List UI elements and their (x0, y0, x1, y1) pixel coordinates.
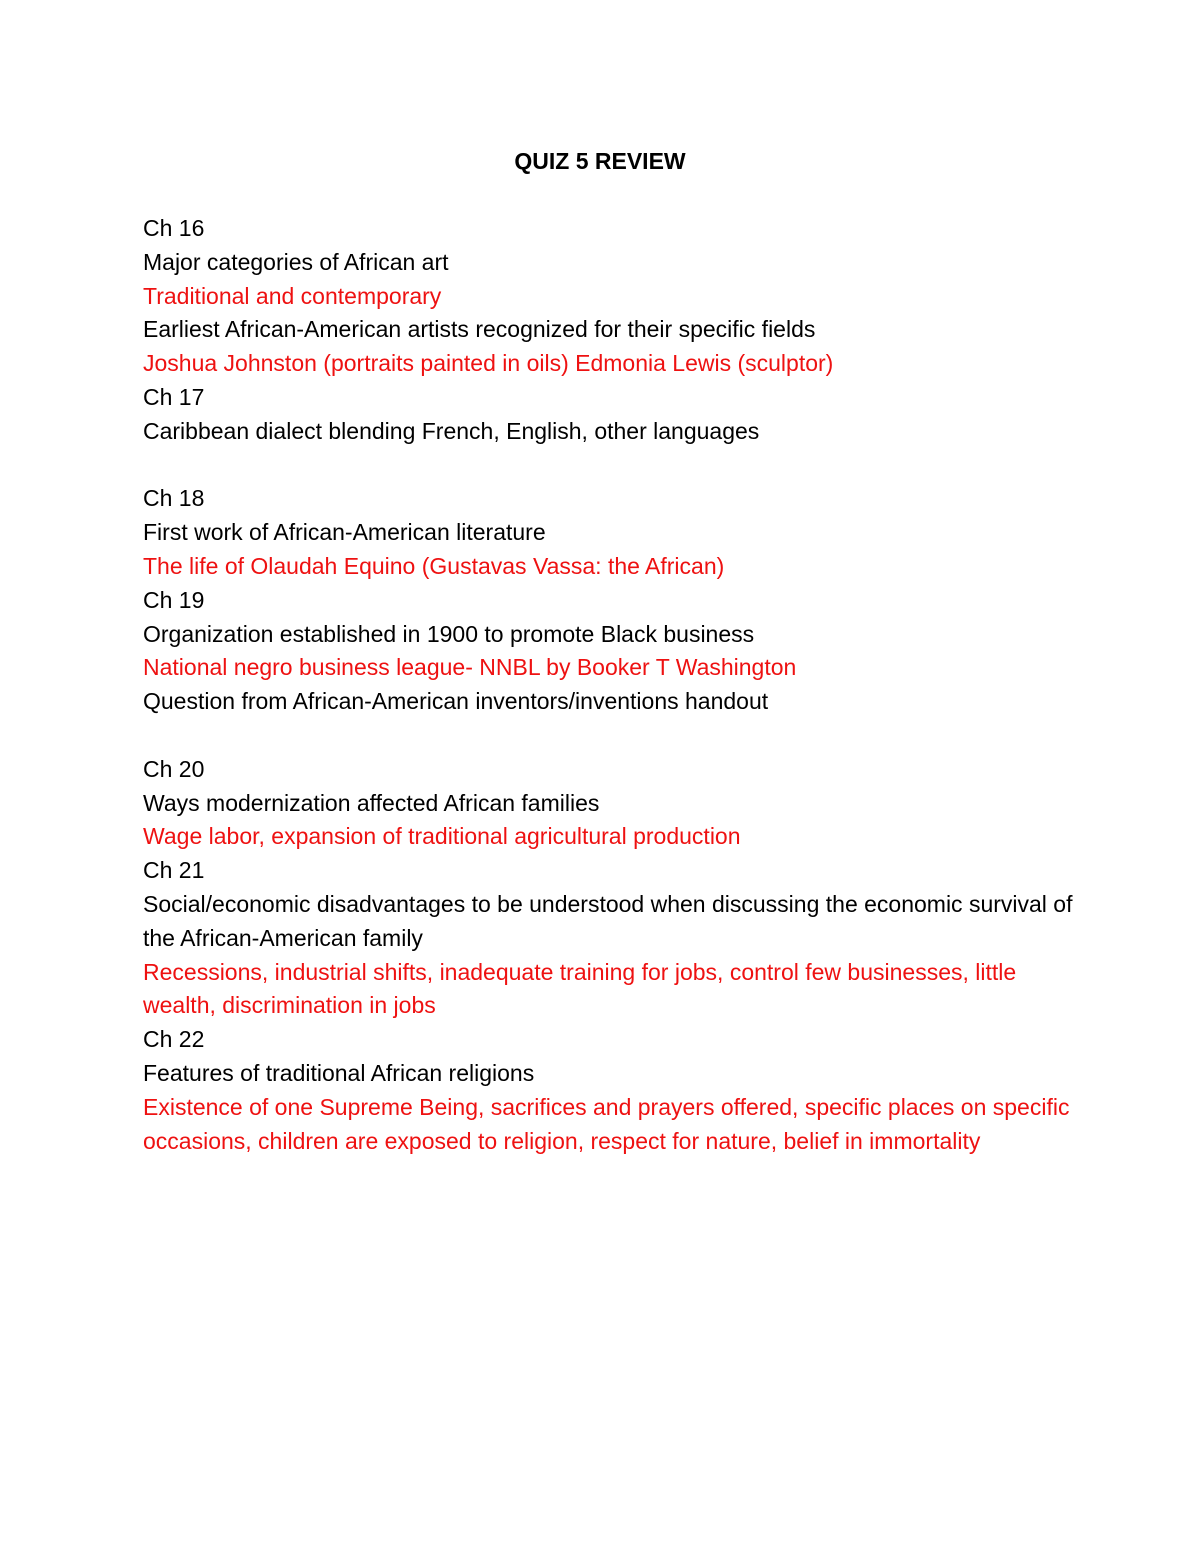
question-text: Earliest African-American artists recognized for their specific fields (143, 316, 816, 343)
question-text: First work of African-American literature (143, 519, 546, 546)
question-text: Ways modernization affected African families (143, 789, 600, 816)
answer-text: Traditional and contemporary (143, 282, 442, 309)
question-text: Caribbean dialect blending French, English, other languages (143, 417, 760, 444)
question-text: Social/economic disadvantages to be understood when discussing the economic survival of the African-American family (143, 890, 1073, 951)
blank-line (143, 449, 1073, 483)
chapter-heading: Ch 21 (143, 857, 205, 884)
page-title: QUIZ 5 REVIEW (514, 148, 686, 174)
chapter-heading: Ch 22 (143, 1026, 205, 1053)
chapter-heading: Ch 17 (143, 383, 205, 410)
question-text: Major categories of African art (143, 248, 449, 275)
answer-text: Joshua Johnston (portraits painted in oils) Edmonia Lewis (sculptor) (143, 350, 834, 377)
chapter-heading: Ch 16 (143, 215, 205, 241)
answer-text: National negro business league- NNBL by Booker T Washington (143, 654, 797, 681)
document-body (143, 212, 1073, 1158)
question-text: Question from African-American inventors/inventions handout (143, 688, 769, 715)
question-text: Features of traditional African religions (143, 1059, 535, 1086)
chapter-heading: Ch 20 (143, 755, 205, 782)
chapter-heading: Ch 18 (143, 485, 205, 512)
answer-text: Recessions, industrial shifts, inadequate training for jobs, control few businesses, little wealth, discrimination in jobs (143, 958, 1017, 1019)
answer-text: The life of Olaudah Equino (Gustavas Vassa: the African) (143, 552, 725, 579)
question-text: Organization established in 1900 to promote Black business (143, 620, 755, 647)
chapter-heading: Ch 19 (143, 586, 205, 613)
answer-text: Existence of one Supreme Being, sacrifices and prayers offered, specific places on specific occasions, children are exposed to religion, respect for nature, belief in immortality (143, 1093, 1070, 1154)
answer-text: Wage labor, expansion of traditional agricultural production (143, 823, 741, 850)
blank-line (143, 719, 1073, 753)
